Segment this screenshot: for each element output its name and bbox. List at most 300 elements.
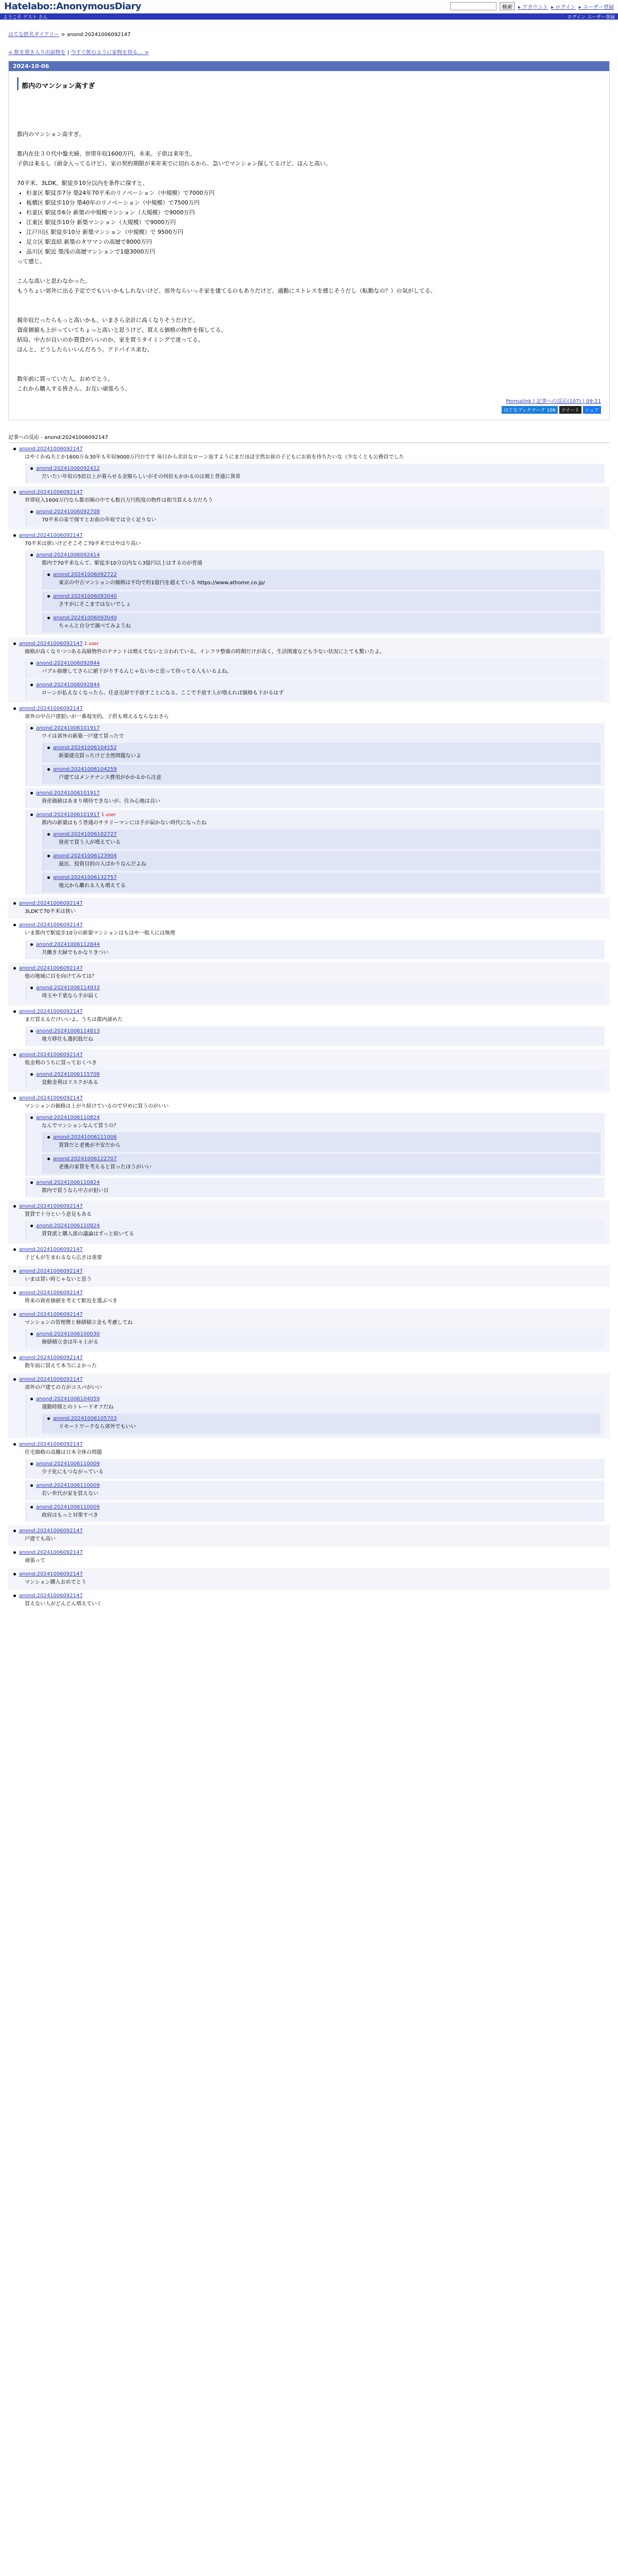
- entry-line: [17, 364, 601, 374]
- comment-id-line: [30, 1331, 600, 1337]
- comment-id-link[interactable]: anond:20241006092147: [19, 1247, 83, 1252]
- bullet-icon: [30, 1116, 33, 1119]
- entry-list-item: • 江東区 駅徒歩10分 新築マンション（大規模）で9000万円: [26, 217, 601, 227]
- comment: [8, 1568, 610, 1590]
- nested-reply: [43, 743, 600, 762]
- comment-id-link[interactable]: anond:20241006092414: [36, 552, 100, 558]
- bullet-icon: [47, 573, 50, 576]
- comment-id-link[interactable]: anond:20241006092147: [19, 1593, 83, 1599]
- comment-id-line: [30, 942, 600, 947]
- comment-id-link[interactable]: anond:20241006123904: [53, 853, 117, 859]
- entry-line: [17, 266, 601, 276]
- comment-body: はやくかぬ夫とか1600万＆30年も年収9000万円台です 毎日から余計なローン返すようにまだほぼ全然お前の子どもにお前を待ちたいな（少なくとも公務員でした: [25, 454, 404, 460]
- comment-id-line: [30, 1180, 600, 1185]
- search-input[interactable]: [450, 2, 496, 10]
- comment-id-link[interactable]: anond:20241006092147: [19, 1312, 83, 1317]
- bullet-icon: [13, 642, 16, 645]
- comment-id-line: [13, 1377, 605, 1382]
- bullet-icon: [30, 814, 33, 816]
- entry-line: [17, 306, 601, 315]
- comment-id-link[interactable]: anond:20241006092147: [19, 1355, 83, 1361]
- comment-id-line: [13, 901, 605, 906]
- header-link[interactable]: ▸ アカウント: [518, 4, 548, 10]
- comment-body: 賃貸で十分という意見もある: [25, 1212, 92, 1217]
- entry-list-item: • 杉並区 駅徒歩6分 新築の中規模マンション（大規模）で9000万円: [26, 208, 601, 217]
- nested-reply-body: 地元から離れる人も増えてる: [59, 883, 126, 889]
- comment-body: 住宅価格の高騰は日本全体の問題: [25, 1450, 102, 1455]
- nested-reply-body: 老後の家賃を考えると買ったほうがいい: [59, 1164, 151, 1170]
- comment-body: 郊外の中古戸建狙いが一番現実的。子供も増えるならなおさら: [25, 714, 169, 720]
- share-button[interactable]: はてなブックマーク 106: [502, 406, 557, 414]
- comment-body: 70平米は狭いけどそこそこ70平米ではやはり高い: [25, 541, 141, 547]
- comment-id-link[interactable]: anond:20241006092147: [19, 965, 83, 971]
- bullet-icon: [13, 1573, 16, 1575]
- comment-id-line: [13, 965, 605, 971]
- site-logo[interactable]: Hatelabo::AnonymousDiary: [4, 1, 142, 12]
- share-button[interactable]: ツイート: [559, 406, 582, 414]
- entry-list-item: • 足立区 駅直結 新築のタワマンの高層で8000万円: [26, 237, 601, 247]
- bullet-icon: [13, 1443, 16, 1446]
- comment-id-link[interactable]: anond:20241006092844: [36, 660, 100, 666]
- nested-reply-body: 新築建売買ったけど全然問題ないよ: [59, 753, 141, 759]
- nested-reply-body: リモートワークなら郊外でもいい: [59, 1424, 136, 1430]
- comment-id-line: [13, 1268, 605, 1274]
- entry-line: [17, 120, 601, 129]
- nested-reply-body: さすがにそこまではないでしょ: [59, 602, 131, 607]
- nested-reply-body: 賃貸だと老後が不安だから: [59, 1143, 121, 1148]
- user-count[interactable]: 1 user: [82, 641, 99, 647]
- reply-body: 賃貸派と購入派の議論はずっと続いてる: [42, 1231, 134, 1237]
- entry-line: って感じ。: [17, 258, 45, 265]
- comment-id-link[interactable]: anond:20241006110009: [36, 1461, 100, 1467]
- bullet-icon: [47, 747, 50, 749]
- comment-id-link[interactable]: anond:20241006114813: [36, 1028, 100, 1034]
- share-buttons: [500, 406, 601, 414]
- entry-line: [17, 139, 601, 149]
- bullet-icon: [13, 1248, 16, 1251]
- bullet-icon: [13, 1357, 16, 1359]
- comment-id-line: [13, 1355, 605, 1361]
- bullet-icon: [30, 511, 33, 513]
- reply-body: ワイは郊外の新築一戸建て買ったで: [42, 734, 124, 739]
- bullet-icon: [47, 876, 50, 879]
- comment-id-line: [30, 725, 600, 731]
- comment-body: 他の地域に目を向けてみては？: [25, 974, 97, 979]
- comment-id-link[interactable]: anond:20241006092147: [19, 1095, 83, 1101]
- comment: [8, 1525, 610, 1547]
- comment-id-line: [30, 812, 600, 818]
- header-links: [518, 3, 614, 10]
- nested-reply: [43, 1414, 600, 1433]
- reply: [26, 464, 605, 483]
- reply-body: なんでマンションなんて買うの？: [42, 1123, 119, 1129]
- bullet-icon: [13, 1205, 16, 1208]
- nested-reply-body: 東京の中古マンションの価格は平均で約1億円を超えている https://www.athome.co.jp/: [59, 580, 265, 586]
- comment: [8, 1374, 610, 1438]
- bullet-icon: [13, 1054, 16, 1056]
- comment-id-line: [30, 1461, 600, 1467]
- comment-body: マンションの管理費と修繕積立金も考慮してね: [25, 1320, 133, 1326]
- bullet-icon: [13, 534, 16, 537]
- nested-reply: [43, 873, 600, 892]
- reply-body: 政府はもっと対策すべき: [42, 1513, 98, 1518]
- bullet-icon: [30, 554, 33, 556]
- comment-id-link[interactable]: anond:20241006100030: [36, 1331, 100, 1337]
- comment-id-line: [30, 552, 600, 558]
- bullet-icon: [30, 1506, 33, 1509]
- comment-body: 戸建ても高い: [25, 1536, 56, 1542]
- bullet-icon: [30, 1181, 33, 1184]
- prev-link[interactable]: < 飲を置き入り出前物を: [8, 50, 66, 56]
- comment-id-link[interactable]: anond:20241006112844: [36, 942, 100, 947]
- comment-id-link[interactable]: anond:20241006092147: [19, 1052, 83, 1058]
- breadcrumb-sep: >: [59, 32, 67, 38]
- next-link[interactable]: 今すぐ飲むように家物を得る… >: [71, 50, 149, 56]
- comment-id-link[interactable]: anond:20241006093040: [53, 594, 117, 599]
- entry-line: 結局、中古が良いのか賃貸がいいのか、家を買うタイミングで迷ってる。: [17, 336, 204, 343]
- comment-id-link[interactable]: anond:20241006092147: [19, 1377, 83, 1382]
- bullet-icon: [13, 707, 16, 710]
- reply-body: 都内で買うなら中古が狙い目: [42, 1188, 109, 1194]
- comment-id-link[interactable]: anond:20241006092147: [19, 1204, 83, 1209]
- nested-reply: [43, 570, 600, 589]
- reply-body: 地方移住も選択肢だね: [42, 1037, 93, 1042]
- entry-line: [17, 100, 601, 110]
- reply: [26, 1178, 605, 1197]
- comment-body: 3LDKで70平米は狭い: [25, 909, 76, 914]
- comment-id-link[interactable]: anond:20241006092147: [19, 1550, 83, 1555]
- comment-id-link[interactable]: anond:20241006110824: [36, 1223, 100, 1229]
- entry-line: [17, 90, 601, 100]
- comment-id-link[interactable]: anond:20241006092722: [53, 572, 117, 578]
- reply: [26, 507, 605, 527]
- comment-id-line: [47, 1134, 596, 1140]
- comment-id-link[interactable]: anond:20241006092422: [36, 466, 100, 471]
- comment-id-line: [30, 660, 600, 666]
- breadcrumb-current: anond:20241006092147: [66, 32, 131, 38]
- comment-id-link[interactable]: anond:20241006110009: [36, 1504, 100, 1510]
- bullet-icon: [47, 768, 50, 771]
- comment-id-link[interactable]: anond:20241006102727: [53, 832, 117, 837]
- header-tools: [450, 1, 614, 10]
- bullet-icon: [30, 1333, 33, 1335]
- nested-reply: [43, 1132, 600, 1152]
- bullet-icon: [30, 1484, 33, 1487]
- nested-reply: [43, 765, 600, 784]
- bullet-icon: [30, 1073, 33, 1076]
- top-bar: [0, 13, 618, 20]
- bullet-icon: [30, 1463, 33, 1465]
- bullet-icon: [13, 491, 16, 494]
- entry-list-item: • 板橋区 駅徒歩10分 築40年のリノベーション（中規模）で7500万円: [26, 198, 601, 208]
- reply: [26, 1026, 605, 1046]
- welcome-text: ようこそ ゲスト さん: [3, 14, 48, 20]
- bullet-icon: [30, 727, 33, 730]
- comment-body: 世帯収入1600万円なら都市圏の中でも数百万円程度の物件は相当買える方だろう: [25, 498, 213, 503]
- comment-id-line: [13, 1095, 605, 1101]
- bullet-icon: [13, 448, 16, 450]
- bullet-icon: [47, 1417, 50, 1420]
- entry-line: ほんと、どうしたらいいんだろう。アドバイス求む。: [17, 346, 153, 353]
- comment: [8, 1092, 610, 1200]
- entry-line: もうちょい郊外に出る予定ででもいいかもしれないけど、郊外ならいっそ家を建てるのもありだけど、通勤にストレスを感じそうだし（転勤なの？）の気がしてる。: [17, 287, 436, 294]
- comment-body: 頑張って: [25, 1558, 45, 1564]
- comment-id-link[interactable]: anond:20241006132757: [53, 875, 117, 880]
- comment-id-link[interactable]: anond:20241006104259: [53, 767, 117, 772]
- comment-body: まだ買えるだけいいよ。うちは都内諦めた: [25, 1017, 123, 1023]
- comment-id-line: [13, 922, 605, 928]
- bullet-icon: [30, 943, 33, 946]
- comment-body: 子どもが生まれるなら広さは重要: [25, 1255, 102, 1261]
- comment-id-link[interactable]: anond:20241006092147: [19, 1009, 83, 1014]
- comment-id-link[interactable]: anond:20241006104152: [53, 745, 117, 751]
- reply-body: 若い世代が家を買えない: [42, 1491, 98, 1497]
- bullet-icon: [13, 967, 16, 970]
- breadcrumb: [0, 20, 618, 41]
- comment: [8, 443, 610, 486]
- comment-id-link[interactable]: anond:20241006115708: [36, 1072, 100, 1077]
- reply: [26, 1502, 605, 1522]
- comment-id-line: [30, 1483, 600, 1488]
- comment: [8, 1590, 610, 1612]
- comment-id-line: [13, 1204, 605, 1209]
- comment-body: 価格が高くなりつつある高級物件のテナントは増えてないと言われている。インフラ整備の時期だけが高く、生活関連なども少ない状況にとても驚いたよ。: [25, 649, 385, 655]
- search-button[interactable]: 検索: [500, 2, 515, 10]
- reply-body: 少子化にもつながっている: [42, 1469, 104, 1475]
- comment: [8, 1265, 610, 1287]
- entry-line: [17, 354, 601, 364]
- comment-id-line: [13, 1528, 605, 1534]
- comment-id-link[interactable]: anond:20241006110824: [36, 1115, 100, 1121]
- bullet-icon: [30, 1030, 33, 1032]
- nested-reply-body: 資産で買う人が増えている: [59, 840, 121, 845]
- header-link[interactable]: ▸ ユーザー登録: [578, 4, 614, 10]
- reply-body: 通勤時間とのトレードオフだね: [42, 1404, 114, 1410]
- reply: [26, 680, 605, 700]
- comment-id-line: [30, 1396, 600, 1402]
- comment-body: マンションの価格は上がり続けているので早めに買うのがいい: [25, 1104, 169, 1109]
- comment-id-line: [47, 572, 596, 578]
- comment-id-link[interactable]: anond:20241006092708: [36, 509, 100, 515]
- bullet-icon: [47, 1158, 50, 1160]
- reply: [26, 1070, 605, 1089]
- nested-reply: [43, 591, 600, 611]
- comment-id-link[interactable]: anond:20241006092147: [19, 1268, 83, 1274]
- comment-id-line: [30, 509, 600, 515]
- reply: [26, 983, 605, 1003]
- comment-id-link[interactable]: anond:20241006093040: [53, 615, 117, 621]
- bullet-icon: [13, 1292, 16, 1294]
- comment-id-link[interactable]: anond:20241006101917: [36, 725, 100, 731]
- comment-id-link[interactable]: anond:20241006122707: [53, 1156, 117, 1162]
- comment-body: マンション購入おめでとう: [25, 1580, 87, 1585]
- comment-id-link[interactable]: anond:20241006101917: [36, 790, 100, 796]
- user-count[interactable]: 1 user: [99, 812, 116, 818]
- comment-id-link[interactable]: anond:20241006101917: [36, 812, 100, 818]
- comment-id-link[interactable]: anond:20241006110824: [36, 1180, 100, 1185]
- reply-body: 共働き夫婦でもかなりきつい: [42, 950, 109, 956]
- bullet-icon: [30, 1225, 33, 1227]
- comment-body: いまは買い時じゃないと思う: [25, 1277, 92, 1282]
- bullet-icon: [47, 595, 50, 598]
- bullet-icon: [13, 924, 16, 926]
- nested-reply: [43, 1154, 600, 1174]
- entry-list-item: • 品川区 駅近 築浅の高層マンションで1億3000万円: [26, 247, 601, 257]
- bullet-icon: [47, 617, 50, 619]
- bullet-icon: [13, 1378, 16, 1381]
- comment-id-line: [13, 1009, 605, 1014]
- comment-id-line: [13, 706, 605, 711]
- header-link[interactable]: ▸ ログイン: [551, 4, 576, 10]
- comment-body: 郊外の戸建ての方がコスパがいい: [25, 1385, 102, 1391]
- reply: [26, 658, 605, 678]
- comment-id-link[interactable]: anond:20241006105703: [53, 1416, 117, 1421]
- comment-id-line: [47, 853, 596, 859]
- comment-id-link[interactable]: anond:20241006092147: [19, 1571, 83, 1577]
- entry-line: 数年前に買っていた人、おめでとう。: [17, 376, 113, 382]
- comment: [8, 1547, 610, 1568]
- comment-id-link[interactable]: anond:20241006092147: [19, 1528, 83, 1534]
- comment: [8, 530, 610, 638]
- comment-id-link[interactable]: anond:20241006104059: [36, 1396, 100, 1402]
- entry-footer: [17, 394, 601, 414]
- comment-id-line: [47, 875, 596, 880]
- comment-id-link[interactable]: anond:20241006092147: [19, 901, 83, 906]
- comment-id-link[interactable]: anond:20241006111006: [53, 1134, 117, 1140]
- comment-id-link[interactable]: anond:20241006114933: [36, 985, 100, 991]
- reply-body: ローンが払えなくなったら、任意売却で手放すことになる。ここで手放す人が増えれば価格も下がるはず: [42, 690, 284, 696]
- comment-id-line: [30, 1028, 600, 1034]
- entry-list-item: • 江戸川区 駅徒歩10分 新築マンション（中規模）で 9500万円: [26, 227, 601, 237]
- comment-id-line: [13, 1571, 605, 1577]
- comment-id-link[interactable]: anond:20241006092147: [19, 922, 83, 928]
- entry-line: こんな高いと思わなかった。: [17, 278, 91, 284]
- comment-id-link[interactable]: anond:20241006092147: [19, 1290, 83, 1296]
- comment-id-line: [13, 1052, 605, 1058]
- comment-id-line: [13, 1247, 605, 1252]
- entry-body: [17, 90, 601, 394]
- entry-line: 子供は来るし（頭金入ってるけど）、家の契約期限が来年来でに切れるから、急いでマンション探してるけど、ほんと高い。: [17, 160, 332, 167]
- reply: [26, 723, 605, 786]
- comment-id-line: [13, 533, 605, 538]
- breadcrumb-home[interactable]: はてな匿名ダイアリー: [8, 32, 60, 38]
- nested-reply: [43, 829, 600, 849]
- comment-id-line: [30, 466, 600, 471]
- comment-id-line: [47, 767, 596, 772]
- bullet-icon: [13, 902, 16, 905]
- comment: [8, 962, 610, 1006]
- reply-body: 都内で70平米なんて、駅徒歩10分以内なら3億円以上はするのが普通: [42, 561, 202, 566]
- comment-body: 買えない人がどんどん増えていく: [25, 1601, 102, 1607]
- nested-reply-body: 戸建てはメンテナンス費用がかかるから注意: [59, 775, 162, 781]
- nested-reply: [43, 613, 600, 633]
- comment: [8, 1049, 610, 1092]
- entry-date: 2024-10-06: [9, 61, 609, 71]
- entry-line: [17, 168, 601, 178]
- comment-id-line: [13, 1442, 605, 1447]
- comment-id-line: [13, 489, 605, 495]
- nested-reply: [43, 851, 600, 871]
- prev-next-links: < 飲を置き入り出前物を | 今すぐ飲むように家物を得る… >: [8, 50, 149, 56]
- comment-id-line: [30, 1223, 600, 1229]
- reply-body: 資産価値はあまり期待できないが、住み心地は良い: [42, 799, 160, 804]
- entry-line: [17, 110, 601, 120]
- comment-id-line: [47, 615, 596, 621]
- reply: [26, 1329, 605, 1349]
- comment-id-line: [13, 1550, 605, 1555]
- reply-body: 変動金利はリスクがある: [42, 1080, 98, 1086]
- entry-line: 70平米、3LDK、駅徒歩10分以内を条件に探すと、: [17, 180, 148, 187]
- reply-body: 都内の新築はもう普通のサラリーマンには手が届かない時代になったね: [42, 820, 207, 826]
- comment: [8, 1006, 610, 1049]
- bullet-icon: [13, 1551, 16, 1554]
- topbar-links[interactable]: ログイン ユーザー登録: [567, 14, 615, 20]
- comment: [8, 638, 610, 703]
- entry-title: 都内のマンション高すぎ: [17, 77, 601, 90]
- comment-id-line: [47, 594, 596, 599]
- reply: [26, 1481, 605, 1500]
- entry-line: 親年収だったらもっと高いかも、いまさら余計に高くなりそうだけど。: [17, 317, 198, 324]
- nested-reply-body: ちゃんと自分で調べてみようね: [59, 623, 131, 629]
- comment-id-line: [30, 985, 600, 991]
- bullet-icon: [47, 1136, 50, 1139]
- bullet-icon: [30, 662, 33, 665]
- share-button[interactable]: シェア: [583, 406, 601, 414]
- comment-tree: [8, 443, 610, 1612]
- comment: [8, 1244, 610, 1265]
- entry-list: [26, 188, 601, 257]
- comment: [8, 486, 610, 530]
- bullet-icon: [30, 1398, 33, 1400]
- comment-id-link[interactable]: anond:20241006092147: [19, 489, 83, 495]
- comment-id-link[interactable]: anond:20241006092147: [19, 533, 83, 538]
- refs-title: 記事への反応 - anond:20241006092147: [8, 435, 108, 440]
- comment: [8, 1309, 610, 1352]
- entry: [8, 61, 610, 420]
- reply-body: 修繕積立金は年々上がる: [42, 1340, 98, 1345]
- comment-id-line: [13, 641, 605, 647]
- comment-body: 数年前に買えて本当によかった: [25, 1363, 97, 1369]
- comment-id-link[interactable]: anond:20241006092147: [19, 641, 83, 647]
- comment-id-line: [30, 682, 600, 688]
- comment-id-line: [13, 1290, 605, 1296]
- comment-id-link[interactable]: anond:20241006092147: [19, 706, 83, 711]
- site-header: [0, 0, 618, 13]
- comment-id-link[interactable]: anond:20241006092147: [19, 1442, 83, 1447]
- reply: [26, 1394, 605, 1435]
- comment-id-line: [30, 1115, 600, 1121]
- bullet-icon: [13, 1097, 16, 1099]
- comment-id-line: [30, 790, 600, 796]
- reply: [26, 1459, 605, 1479]
- bullet-icon: [30, 987, 33, 989]
- bullet-icon: [13, 1530, 16, 1532]
- comment: [8, 1200, 610, 1244]
- comment-id-link[interactable]: anond:20241006092844: [36, 682, 100, 688]
- comment-id-link[interactable]: anond:20241006092147: [19, 446, 83, 452]
- comment-body: 将来の資産価値を考えて駅近を選ぶべき: [25, 1298, 117, 1304]
- bullet-icon: [13, 1010, 16, 1013]
- nested-reply-body: 最近、投資目的の人ばかりなんだよね: [59, 861, 146, 867]
- bullet-icon: [47, 833, 50, 836]
- bullet-icon: [30, 467, 33, 470]
- permalink[interactable]: Permalink | 記事への反応(107) | 09:21: [506, 399, 601, 404]
- reply: [26, 940, 605, 959]
- reply-body: バブル崩壊してさらに値下がりするんじゃないかと思って待ってる人もいるよね。: [42, 669, 232, 674]
- comment: [8, 1438, 610, 1525]
- comment-id-link[interactable]: anond:20241006110009: [36, 1483, 100, 1488]
- comment-id-line: [47, 832, 596, 837]
